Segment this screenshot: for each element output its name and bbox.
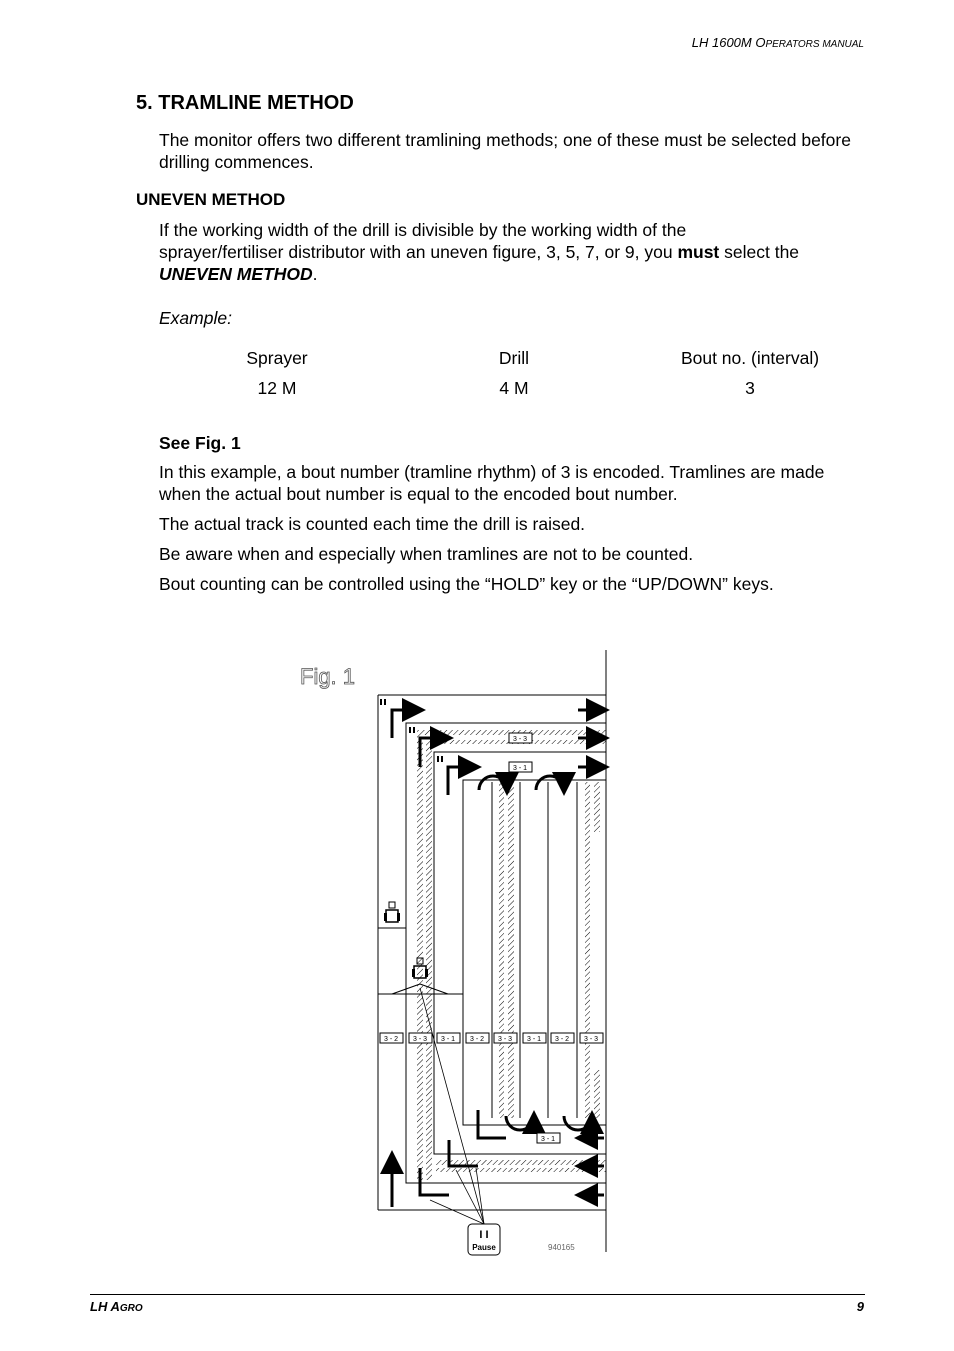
example-label: Example: [159,308,232,328]
see-fig-paragraph-1: In this example, a bout number (tramline rhythm) of 3 is encoded. Tramlines are made when the actual bout number is equal to the encoded bout number. [159,462,825,504]
intro-paragraph: The monitor offers two different tramlining methods; one of these must be selected before drilling commences. [159,130,851,172]
see-fig-paragraph-2: The actual track is counted each time the drill is raised. [159,514,586,534]
table-header-sprayer: Sprayer [246,348,308,368]
footer-rule [90,1294,865,1295]
must-emphasis: must [677,242,720,262]
running-header: LH 1600M OPERATORS MANUAL [691,35,864,50]
figure-caption: Fig. 1 [300,664,356,689]
table-cell-drill: 4 M [499,378,529,398]
section-heading: 5. TRAMLINE METHOD [136,92,354,114]
svg-text:3 - 1: 3 - 1 [440,1036,456,1043]
table-cell-bout: 3 [745,378,755,398]
svg-text:3 - 2: 3 - 2 [554,1036,570,1043]
pause-key-symbol: I I [479,1229,489,1241]
page-number: 9 [856,1299,864,1314]
pause-key-label: Pause [472,1243,496,1252]
uneven-line-2: sprayer/fertiliser distributor with an uneven figure, 3, 5, 7, or 9, you must select the [159,242,800,262]
svg-text:3 - 3: 3 - 3 [497,1036,513,1043]
tramline-hatching [417,730,606,1180]
table-header-bout: Bout no. (interval) [680,348,820,368]
figure-code: 940165 [548,1243,575,1252]
uneven-line-3: UNEVEN METHOD. [159,264,318,284]
table-cell-sprayer: 12 M [257,378,297,398]
see-fig-paragraph-3: Be aware when and especially when tramlines are not to be counted. [159,544,694,564]
table-header-drill: Drill [498,348,530,368]
bout-label-bottom-text: 3 - 1 [540,1136,556,1143]
footer-brand: LH AGRO [90,1299,143,1314]
bout-label-top-1-text: 3 - 3 [512,736,528,743]
see-fig-paragraph-4: Bout counting can be controlled using the “HOLD” key or the “UP/DOWN” keys. [159,574,774,594]
uneven-method-name: UNEVEN METHOD [159,264,313,284]
svg-text:3 - 2: 3 - 2 [469,1036,485,1043]
svg-text:3 - 3: 3 - 3 [412,1036,428,1043]
direction-arrows [392,710,604,1207]
see-fig-heading: See Fig. 1 [159,433,241,453]
uneven-method-heading: UNEVEN METHOD [136,190,286,209]
svg-text:3 - 3: 3 - 3 [583,1036,599,1043]
svg-text:3 - 2: 3 - 2 [383,1036,399,1043]
bout-label-top-2-text: 3 - 1 [512,765,528,772]
svg-text:3 - 1: 3 - 1 [526,1036,542,1043]
uneven-line-1: If the working width of the drill is divisible by the working width of the [159,220,687,240]
drill-strips [492,782,577,1118]
